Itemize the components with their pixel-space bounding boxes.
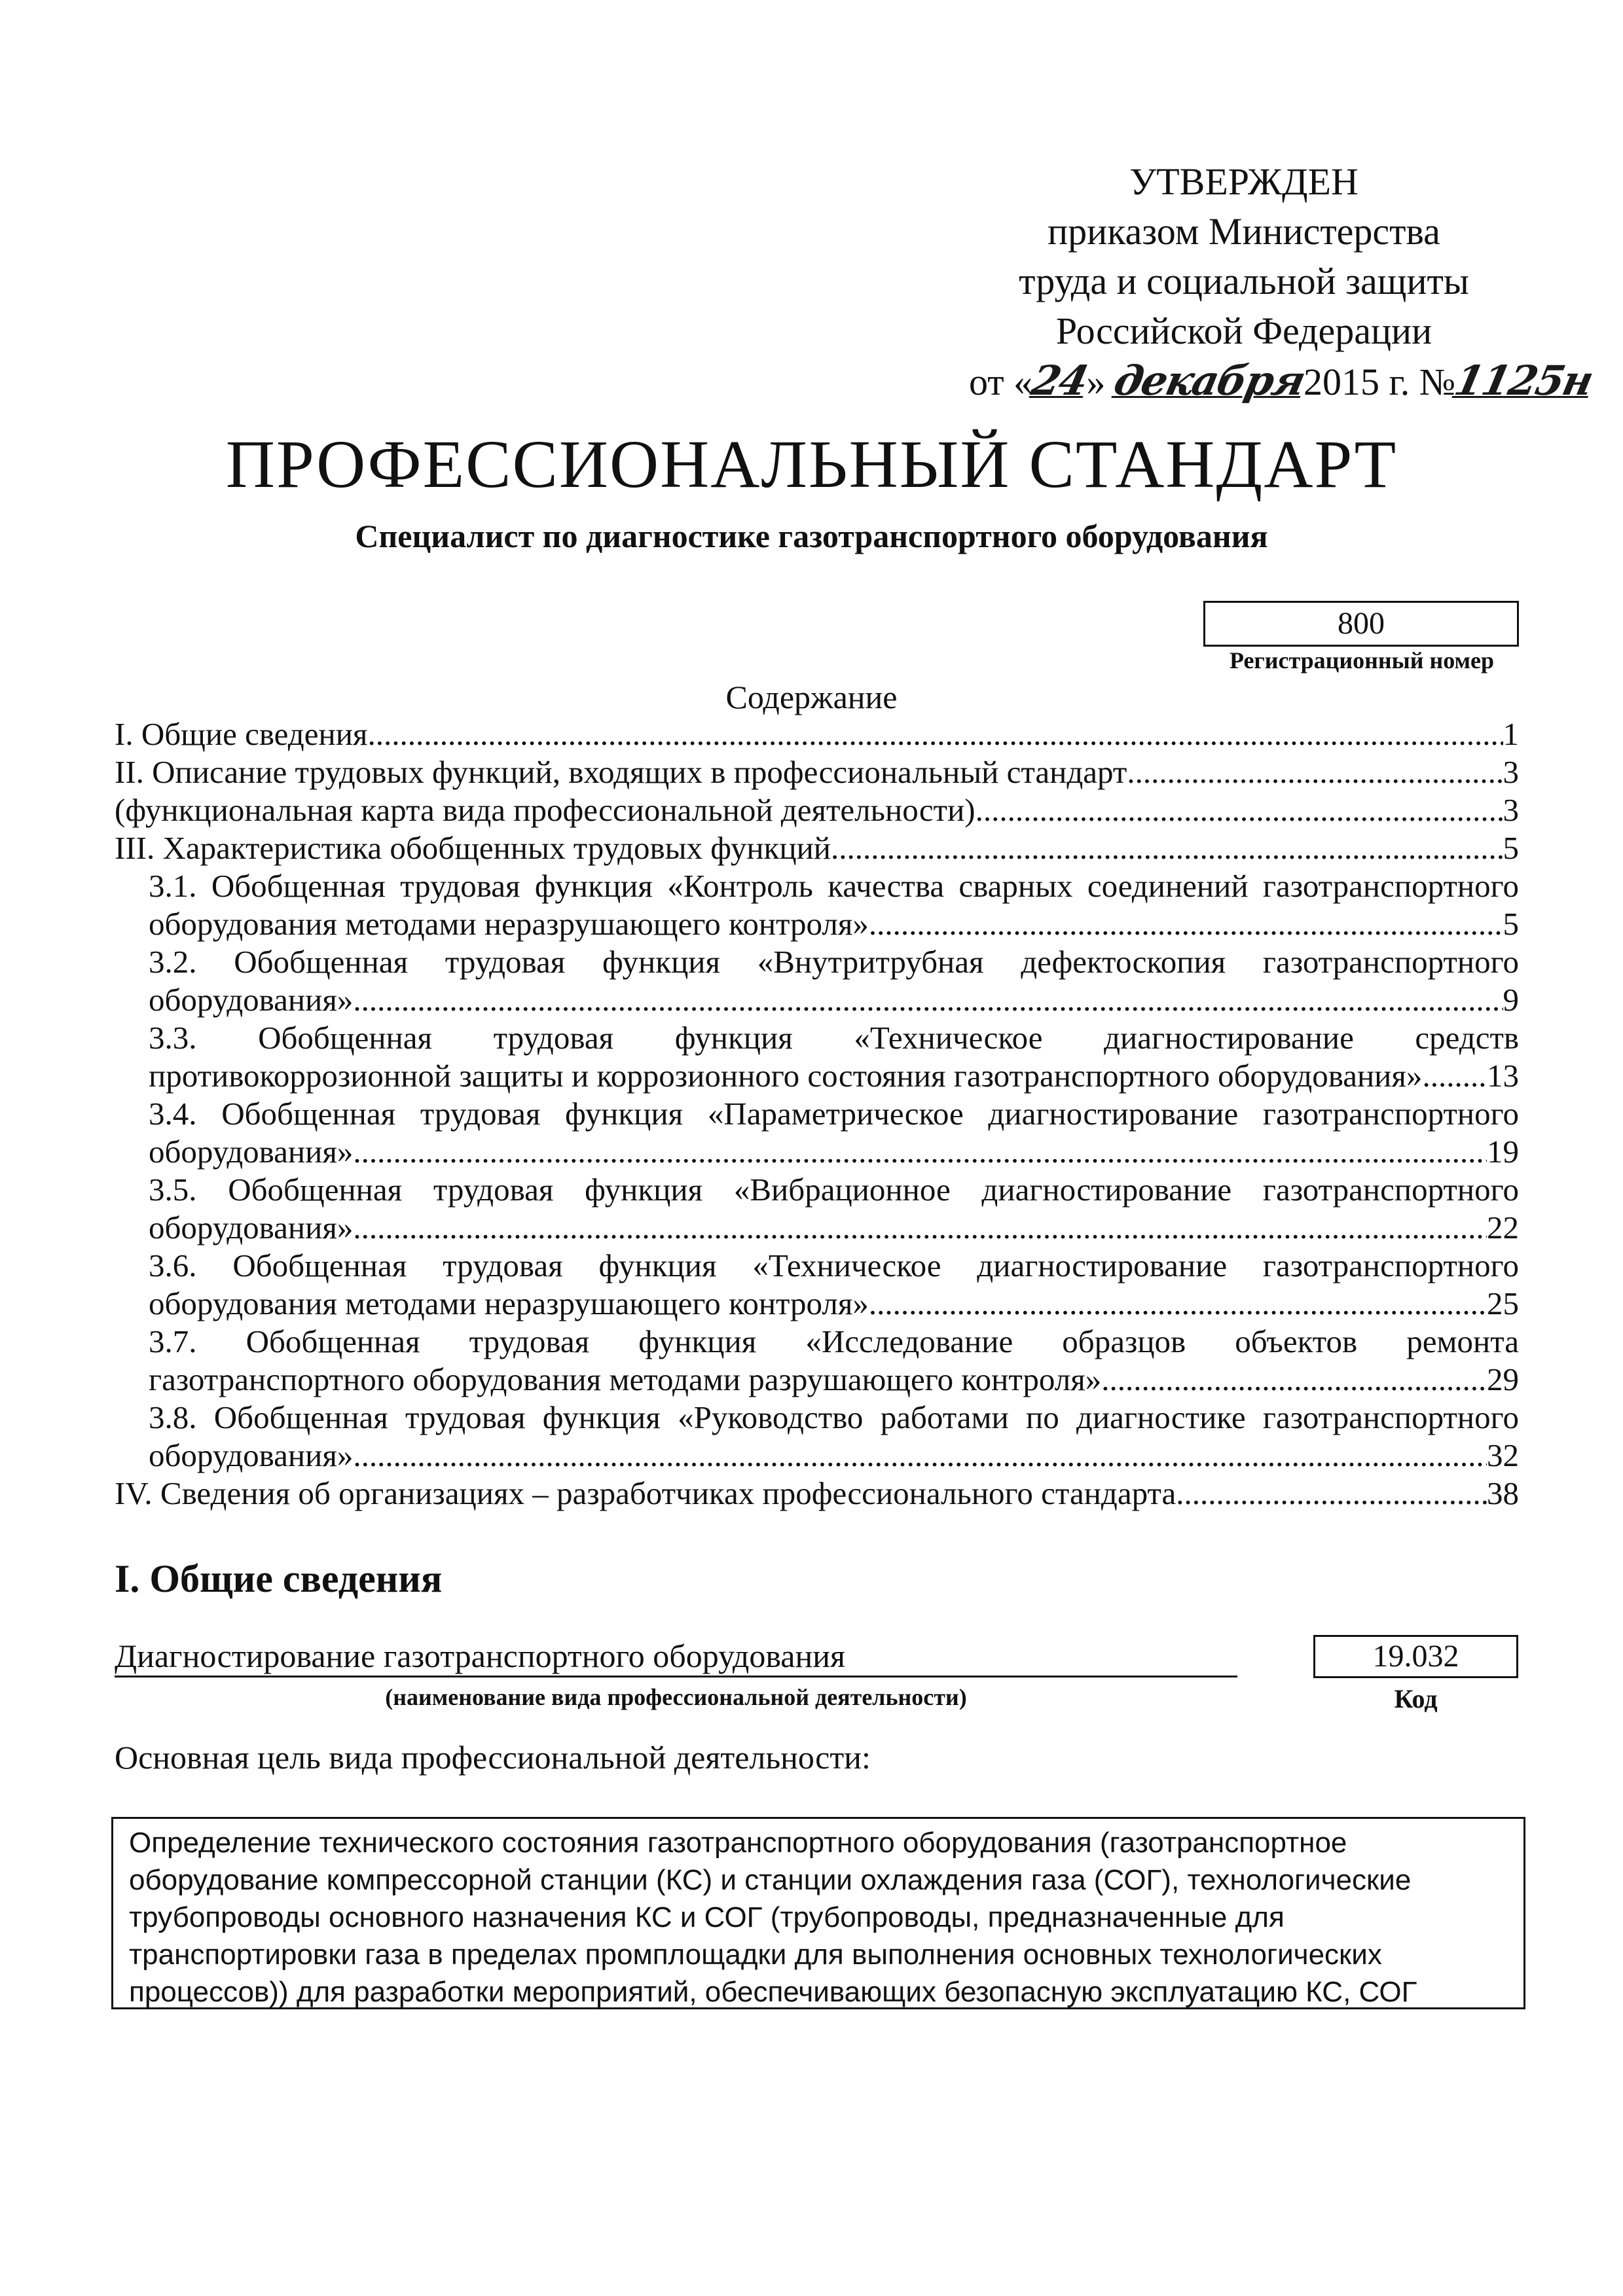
goal-text-line: оборудование компрессорной станции (КС) и станции охлаждения газа (СОГ), технологические — [129, 1864, 1412, 1896]
section-heading: I. Общие сведения — [115, 1557, 443, 1600]
registration-number-caption: Регистрационный номер — [1229, 647, 1495, 673]
approval-line-1: УТВЕРЖДЕН — [1129, 160, 1359, 203]
toc-entry[interactable] — [115, 867, 1519, 943]
toc-entry-title: I. Общие сведения — [115, 716, 368, 752]
document-subtitle: Специалист по диагностике газотранспортного оборудования — [355, 518, 1268, 554]
date-mid: » — [1086, 361, 1115, 403]
toc-entry-title-line2: оборудования методами неразрушающего контроля» — [149, 1285, 869, 1321]
toc-entry[interactable] — [115, 1475, 1519, 1513]
approval-block — [943, 157, 1597, 407]
date-year: 2015 г. № — [1304, 361, 1456, 403]
toc-page-number: 1 — [1503, 716, 1519, 752]
handwritten-day: 24 — [1027, 357, 1092, 404]
activity-code-box: 19.032 — [1313, 1635, 1518, 1678]
toc-entry-title-line1: 3.5. Обобщенная трудовая функция «Вибрационное диагностирование газотранспортного — [149, 1172, 1519, 1208]
document-title: ПРОФЕССИОНАЛЬНЫЙ СТАНДАРТ — [225, 427, 1398, 502]
toc-entry[interactable] — [115, 791, 1519, 829]
toc-entry-title-line2: оборудования» — [149, 1437, 354, 1473]
toc-page-number: 25 — [1487, 1285, 1519, 1321]
toc-page-number: 9 — [1503, 982, 1519, 1018]
table-of-contents — [115, 715, 1519, 1513]
toc-entry-title-line1: 3.3. Обобщенная трудовая функция «Техническое диагностирование средств — [149, 1020, 1519, 1056]
handwritten-month: декабря — [1110, 357, 1309, 404]
toc-entry-title-line2: оборудования» — [149, 1210, 354, 1246]
toc-entry[interactable] — [115, 829, 1519, 867]
toc-page-number: 3 — [1503, 754, 1519, 790]
toc-entry-title-line2: оборудования методами неразрушающего контроля» — [149, 906, 869, 942]
goal-text-line: Определение технического состояния газотранспортного оборудования (газотранспортное — [129, 1827, 1347, 1859]
toc-entry-title: III. Характеристика обобщенных трудовых функций — [115, 830, 831, 866]
toc-heading: Содержание — [725, 679, 898, 715]
toc-entry-title-line1: 3.6. Обобщенная трудовая функция «Техническое диагностирование газотранспортного — [149, 1247, 1519, 1283]
toc-entry-title-line2: газотранспортного оборудования методами разрушающего контроля» — [149, 1361, 1102, 1397]
registration-number-box: 800 — [1203, 601, 1519, 647]
toc-page-number: 3 — [1503, 792, 1519, 828]
toc-entry-title-line1: 3.7. Обобщенная трудовая функция «Исследование образцов объектов ремонта — [149, 1323, 1519, 1359]
toc-page-number: 32 — [1487, 1437, 1519, 1473]
approval-date-line — [943, 356, 1597, 407]
toc-entry-title: IV. Сведения об организациях – разработчиках профессионального стандарта — [115, 1475, 1176, 1511]
toc-entry-title-line2: противокоррозионной защиты и коррозионного состояния газотранспортного оборудования» — [149, 1058, 1423, 1094]
date-prefix: от « — [969, 361, 1033, 403]
toc-entry[interactable] — [115, 753, 1519, 791]
toc-page-number: 29 — [1487, 1361, 1519, 1397]
toc-entry[interactable] — [115, 1247, 1519, 1323]
toc-entry-title: (функциональная карта вида профессиональной деятельности) — [115, 792, 976, 828]
handwritten-order-number: 1125н — [1450, 357, 1597, 404]
toc-entry[interactable] — [115, 1019, 1519, 1095]
toc-entry-title-line1: 3.4. Обобщенная трудовая функция «Параметрическое диагностирование газотранспортного — [149, 1096, 1519, 1132]
activity-name: Диагностирование газотранспортного оборудования — [115, 1636, 1237, 1677]
goal-text-line: процессов)) для разработки мероприятий, обеспечивающих безопасную эксплуатацию КС, СОГ — [129, 1976, 1417, 2008]
toc-page-number: 5 — [1503, 830, 1519, 866]
goal-text-line: транспортировки газа в пределах промплощадки для выполнения основных технологических — [129, 1939, 1382, 1971]
approval-line-4: Российской Федерации — [1055, 310, 1432, 352]
goal-label: Основная цель вида профессиональной деятельности: — [115, 1739, 871, 1776]
toc-entry-title-line2: оборудования» — [149, 1134, 354, 1170]
toc-entry-title: II. Описание трудовых функций, входящих в профессиональный стандарт — [115, 754, 1127, 790]
toc-entry[interactable] — [115, 1095, 1519, 1171]
toc-page-number: 38 — [1487, 1475, 1519, 1511]
approval-line-3: труда и социальной защиты — [1019, 260, 1469, 302]
activity-name-caption: (наименование вида профессиональной деятельности) — [385, 1684, 967, 1710]
toc-entry[interactable] — [115, 943, 1519, 1019]
toc-page-number: 19 — [1487, 1134, 1519, 1170]
toc-entry-title-line1: 3.2. Обобщенная трудовая функция «Внутритрубная дефектоскопия газотранспортного — [149, 944, 1519, 980]
toc-entry-title-line1: 3.8. Обобщенная трудовая функция «Руководство работами по диагностике газотранспортного — [149, 1399, 1519, 1435]
toc-page-number: 13 — [1487, 1058, 1519, 1094]
toc-entry-title-line2: оборудования» — [149, 982, 354, 1018]
approval-line-2: приказом Министерства — [1048, 210, 1440, 253]
goal-box — [111, 1817, 1525, 2009]
toc-entry[interactable] — [115, 1399, 1519, 1475]
toc-page-number: 22 — [1487, 1210, 1519, 1246]
toc-page-number: 5 — [1503, 906, 1519, 942]
toc-entry[interactable] — [115, 1171, 1519, 1247]
activity-code-caption: Код — [1394, 1684, 1438, 1713]
goal-text-line: трубопроводы основного назначения КС и СОГ (трубопроводы, предназначенные для — [129, 1901, 1285, 1933]
toc-entry[interactable] — [115, 1323, 1519, 1399]
toc-entry[interactable] — [115, 715, 1519, 753]
toc-entry-title-line1: 3.1. Обобщенная трудовая функция «Контроль качества сварных соединений газотранспортного — [149, 868, 1519, 904]
